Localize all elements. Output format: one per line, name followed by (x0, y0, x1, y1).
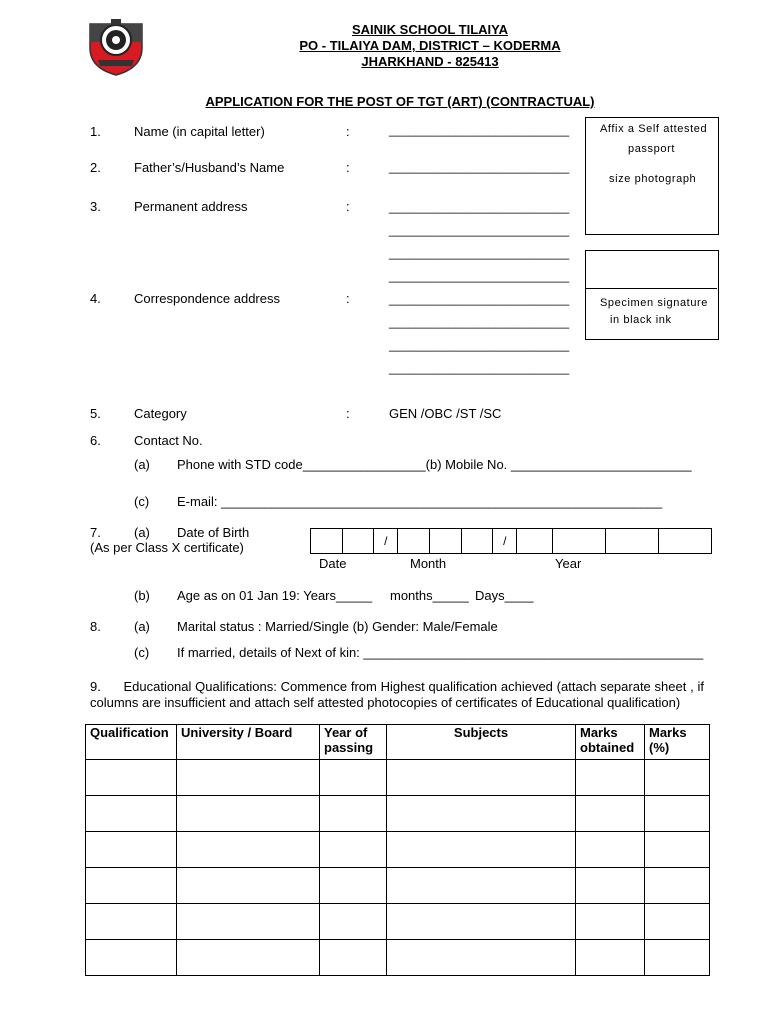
photo-instruction-2: passport (628, 143, 675, 155)
contact-c-marker: (c) (134, 494, 150, 509)
education-table-header (86, 725, 710, 760)
table-cell[interactable] (177, 832, 320, 868)
dob-cell-year-1[interactable] (516, 529, 551, 553)
table-cell[interactable] (645, 940, 710, 976)
table-cell[interactable] (576, 940, 645, 976)
field-3-colon: : (346, 199, 350, 214)
field-4-blank-4[interactable]: ___________________________ (389, 361, 570, 375)
table-cell[interactable] (576, 868, 645, 904)
dob-a-marker: (a) (134, 525, 150, 540)
dob-slash-2: / (503, 534, 507, 548)
category-options[interactable]: GEN /OBC /ST /SC (389, 406, 502, 421)
dob-sublabel: (As per Class X certificate) (90, 540, 244, 555)
education-instructions (90, 679, 704, 711)
dob-grid (310, 528, 712, 554)
table-cell[interactable] (576, 796, 645, 832)
school-state-pin: JHARKHAND - 825413 (361, 54, 499, 69)
dob-cell-year-2[interactable] (552, 529, 605, 553)
field-5-label: Category (134, 406, 187, 421)
field-3-number: 3. (90, 199, 101, 214)
table-cell[interactable] (86, 760, 177, 796)
field-1-colon: : (346, 124, 350, 139)
col-marks-obtained: Marks obtained (576, 725, 645, 760)
table-cell[interactable] (645, 868, 710, 904)
col-marks-percent: Marks (%) (645, 725, 710, 760)
table-cell[interactable] (387, 832, 576, 868)
email-line[interactable]: E-mail: _____________________________________________________________ (177, 494, 663, 509)
dob-cell-month-1[interactable] (397, 529, 429, 553)
next-of-kin-line[interactable]: If married, details of Next of kin: _______________________________________________ (177, 645, 704, 660)
table-cell[interactable] (320, 832, 387, 868)
school-name: SAINIK SCHOOL TILAIYA (351, 22, 509, 37)
photo-instruction-1: Affix a Self attested (600, 123, 708, 135)
education-instruction-text: Educational Qualifications: Commence from Highest qualification achieved (attach separate sheet , if columns are insufficient and attach self attested photocopies of certificates of Educational qualification) (90, 679, 705, 710)
age-days-line[interactable]: Days____ (475, 588, 534, 603)
field-8-number: 8. (90, 619, 101, 634)
table-cell[interactable] (177, 904, 320, 940)
field-6-number: 6. (90, 433, 101, 448)
marital-c-marker: (c) (134, 645, 150, 660)
table-cell[interactable] (320, 904, 387, 940)
field-4-blank-2[interactable]: ___________________________ (389, 315, 570, 329)
table-cell[interactable] (387, 760, 576, 796)
table-cell[interactable] (645, 796, 710, 832)
photo-instruction-3: size photograph (609, 173, 697, 185)
table-cell[interactable] (387, 796, 576, 832)
table-cell[interactable] (387, 868, 576, 904)
age-months-line[interactable]: months_____ (390, 588, 469, 603)
dob-cell-month-2[interactable] (429, 529, 461, 553)
table-cell[interactable] (645, 760, 710, 796)
table-cell[interactable] (320, 868, 387, 904)
dob-slash-1: / (384, 534, 388, 548)
table-row (86, 868, 710, 904)
field-4-blank-1[interactable]: ___________________________ (389, 292, 570, 306)
field-5-colon: : (346, 406, 350, 421)
field-2-colon: : (346, 160, 350, 175)
field-2-label: Father’s/Husband’s Name (134, 160, 285, 175)
col-university: University / Board (177, 725, 320, 760)
table-cell[interactable] (645, 832, 710, 868)
signature-instruction-2: in black ink (610, 314, 672, 326)
table-cell[interactable] (320, 796, 387, 832)
table-cell[interactable] (86, 904, 177, 940)
dob-separator-2 (492, 529, 516, 553)
col-subjects: Subjects (387, 725, 576, 760)
table-cell[interactable] (576, 760, 645, 796)
table-cell[interactable] (177, 940, 320, 976)
dob-label: Date of Birth (177, 525, 250, 540)
table-cell[interactable] (576, 832, 645, 868)
table-cell[interactable] (177, 796, 320, 832)
dob-cell-year-3[interactable] (605, 529, 658, 553)
field-1-label: Name (in capital letter) (134, 124, 265, 139)
table-row (86, 760, 710, 796)
school-crest-logo (84, 18, 148, 76)
table-cell[interactable] (177, 760, 320, 796)
field-3-label: Permanent address (134, 199, 248, 214)
form-title: APPLICATION FOR THE POST OF TGT (ART) (CONTRACTUAL) (205, 94, 595, 109)
field-2-blank[interactable]: ___________________________ (389, 160, 570, 174)
table-cell[interactable] (645, 904, 710, 940)
dob-year-caption: Year (555, 556, 582, 571)
field-3-blank-2[interactable]: ___________________________ (389, 223, 570, 237)
field-4-blank-3[interactable]: ___________________________ (389, 338, 570, 352)
dob-month-caption: Month (410, 556, 447, 571)
signature-instruction-1: Specimen signature (600, 297, 709, 309)
table-row (86, 796, 710, 832)
contact-a-marker: (a) (134, 457, 150, 472)
field-3-blank-1[interactable]: ___________________________ (389, 200, 570, 214)
field-4-colon: : (346, 291, 350, 306)
field-3-blank-3[interactable]: ___________________________ (389, 246, 570, 260)
marital-a-marker: (a) (134, 619, 150, 634)
table-cell[interactable] (576, 904, 645, 940)
dob-separator-1 (373, 529, 397, 553)
school-address: PO - TILAIYA DAM, DISTRICT – KODERMA (299, 38, 561, 53)
field-4-number: 4. (90, 291, 101, 306)
dob-cell-day-1[interactable] (311, 529, 342, 553)
phone-mobile-line[interactable]: Phone with STD code_________________(b) Mobile No. _________________________ (177, 457, 692, 472)
dob-cell-day-2[interactable] (342, 529, 374, 553)
table-cell[interactable] (320, 940, 387, 976)
field-7-number: 7. (90, 525, 101, 540)
table-cell[interactable] (387, 940, 576, 976)
field-6-label: Contact No. (134, 433, 203, 448)
signature-divider (585, 250, 717, 289)
age-b-marker: (b) (134, 588, 150, 603)
dob-cell-month-3[interactable] (461, 529, 493, 553)
table-cell[interactable] (86, 796, 177, 832)
field-1-number: 1. (90, 124, 101, 139)
education-table (85, 724, 710, 976)
table-cell[interactable] (86, 868, 177, 904)
age-years-line[interactable]: Age as on 01 Jan 19: Years_____ (177, 588, 373, 603)
dob-date-caption: Date (319, 556, 347, 571)
table-cell[interactable] (86, 832, 177, 868)
col-qualification: Qualification (86, 725, 177, 760)
field-5-number: 5. (90, 406, 101, 421)
table-row (86, 904, 710, 940)
table-row (86, 940, 710, 976)
dob-cell-year-4[interactable] (658, 529, 711, 553)
field-9-number: 9. (90, 679, 101, 694)
field-2-number: 2. (90, 160, 101, 175)
table-cell[interactable] (177, 868, 320, 904)
field-4-label: Correspondence address (134, 291, 280, 306)
table-cell[interactable] (86, 940, 177, 976)
field-3-blank-4[interactable]: ___________________________ (389, 269, 570, 283)
table-cell[interactable] (387, 904, 576, 940)
marital-gender-line[interactable]: Marital status : Married/Single (b) Gender: Male/Female (177, 619, 498, 634)
field-1-blank[interactable]: ___________________________ (389, 123, 570, 137)
table-row (86, 832, 710, 868)
table-cell[interactable] (320, 760, 387, 796)
col-year: Year of passing (320, 725, 387, 760)
